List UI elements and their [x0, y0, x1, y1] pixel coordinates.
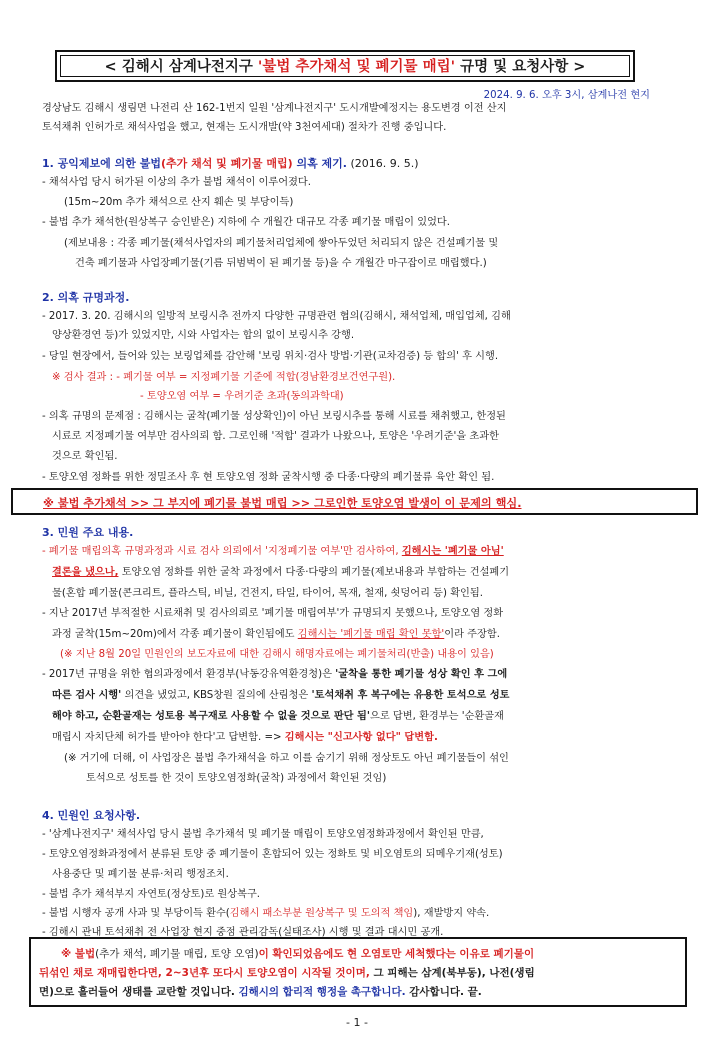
section3-line: 해야 하고, 순환골재는 성토용 복구재로 사용할 수 없을 것으로 판단 됨'으로 답변, 환경부는 '순환골재	[52, 711, 504, 722]
section3-note: 토석으로 성토를 한 것이 토양오염정화(굴착) 과정에서 확인된 것임)	[86, 773, 387, 784]
title-prefix: < 김해시 삼계나전지구	[104, 59, 258, 75]
section2-line: 양상환경연 등)가 있었지만, 시와 사업자는 합의 없이 보링시추 강행.	[52, 330, 355, 341]
core-issue-box	[11, 488, 698, 515]
section2-line: - 2017. 3. 20. 김해시의 일방적 보링시추 전까지 다양한 규명관련 협의(김해시, 채석업체, 매입업체, 김해	[42, 311, 511, 322]
test-result-line: ※ 검사 결과 : - 폐기물 여부 = 지정폐기물 기준에 적합(경남환경보건연구원).	[52, 372, 396, 383]
section2-line: - 토양오염 정화를 위한 정밀조사 후 현 토양오염 정화 굴착시행 중 다종·다량의 폐기물류 육안 확인 됨.	[42, 472, 495, 483]
section3-line: - 폐기물 매립의혹 규명과정과 시료 검사 의뢰에서 '지정폐기물 여부'만 검사하여, 김해시는 '폐기물 아님'	[42, 546, 504, 557]
closing-line: ※ 불법(추가 채석, 폐기물 매립, 토양 오염)이 확인되었음에도 현 오염토만 세척했다는 이유로 폐기물이	[61, 948, 535, 960]
section2-line: 시료로 지정폐기물 여부만 검사의뢰 함. 그로인해 '적합' 결과가 나왔으나, 토양은 '우려기준'을 초과한	[52, 431, 499, 442]
title-highlight: '불법 추가채석 및 폐기물 매립'	[257, 59, 456, 75]
section1-heading: 1. 공익제보에 의한 불법(추가 채석 및 폐기물 매립) 의혹 제기. (2016. 9. 5.)	[42, 157, 419, 170]
closing-box	[29, 937, 687, 1007]
section3-heading: 3. 민원 주요 내용.	[42, 526, 134, 539]
section1-line: - 채석사업 당시 허가된 이상의 추가 불법 채석이 이루어졌다.	[42, 177, 312, 188]
title-suffix: 규명 및 요청사항 >	[455, 59, 586, 75]
section4-heading: 4. 민원인 요청사항.	[42, 809, 141, 822]
closing-line: 뒤섞인 채로 재매립한다면, 2~3년후 또다시 토양오염이 시작될 것이며, 그 피해는 삼계(북부동), 나전(생림	[39, 967, 535, 979]
section1-line: (제보내용 : 각종 폐기물(채석사업자의 폐기물처리업체에 쌓아두었던 처리되지 않은 건설폐기물 및	[64, 238, 499, 249]
section1-line: 건축 폐기물과 사업장폐기물(기름 뒤범벅이 된 폐기물 등)을 수 개월간 마구잡이로 매립했다.)	[75, 258, 487, 269]
section4-line: - 토양오염정화과정에서 분류된 토양 중 폐기물이 혼합되어 있는 정화토 및 비오염토의 되메우기재(성토)	[42, 849, 503, 860]
section3-line: 과정 굴착(15m~20m)에서 각종 폐기물이 확인됨에도 김해시는 '폐기물 매립 확인 못함'이라 주장함.	[52, 629, 500, 640]
section4-line: - '삼계나전지구' 채석사업 당시 불법 추가채석 및 폐기물 매립이 토양오염정화과정에서 확인된 만큼,	[42, 829, 484, 840]
page-number: - 1 -	[346, 1016, 368, 1029]
title-box	[55, 50, 635, 82]
intro-line: 경상남도 김해시 생림면 나전리 산 162-1번지 일원 '삼계나전지구' 도시개발예정지는 용도변경 이전 산지	[42, 103, 507, 114]
section4-line: - 불법 추가 채석부지 자연토(정상토)로 원상복구.	[42, 889, 261, 900]
document-title	[60, 55, 630, 77]
section2-line: 것으로 확인됨.	[52, 451, 118, 462]
section3-line: 결론을 냈으나, 토양오염 정화를 위한 굴착 과정에서 다종·다량의 폐기물(제보내용과 부합하는 건설폐기	[52, 567, 510, 578]
section3-note: (※ 지난 8월 20일 민원인의 보도자료에 대한 김해시 해명자료에는 폐기물처리(반출) 내용이 있음)	[60, 649, 494, 660]
test-result-line: - 토양오염 여부 = 우려기준 초과(동의과학대)	[140, 391, 344, 402]
date-line: 2024. 9. 6. 오후 3시, 삼계나전 현지	[483, 90, 650, 101]
closing-line: 면)으로 흘러들어 생태를 교란할 것입니다. 김해시의 합리적 행정을 촉구합니다. 감사합니다. 끝.	[39, 986, 482, 998]
section1-line: - 불법 추가 채석한(원상복구 승인받은) 지하에 수 개월간 대규모 각종 폐기물 매립이 있었다.	[42, 217, 450, 228]
section4-line: - 김해시 관내 토석채취 전 사업장 현지 중점 관리감독(실태조사) 시행 및 결과 대시민 공개.	[42, 927, 444, 938]
section3-line: 매립시 자치단체 허가를 받아야 한다'고 답변함. => 김해시는 "신고사항 없다" 답변함.	[52, 732, 438, 743]
intro-line: 토석채취 인허가로 채석사업을 했고, 현재는 도시개발(약 3천여세대) 절차가 진행 중입니다.	[42, 122, 447, 133]
section2-line: - 의혹 규명의 문제점 : 김해시는 굴착(폐기물 성상확인)이 아닌 보링시추를 통해 시료를 채취했고, 한정된	[42, 411, 506, 422]
section3-line: - 지난 2017년 부적절한 시료채취 및 검사의뢰로 '폐기물 매립여부'가 규명되지 못했으나, 토양오염 정화	[42, 608, 504, 619]
section3-line: 따른 검사 시행' 의견을 냈었고, KBS창원 질의에 산림청은 '토석채취 후 복구에는 유용한 토석으로 성토	[52, 690, 510, 701]
section3-note: (※ 거기에 더해, 이 사업장은 불법 추가채석을 하고 이를 숨기기 위해 정상토도 아닌 폐기물들이 섞인	[64, 753, 509, 764]
section3-line: - 2017년 규명을 위한 협의과정에서 환경부(낙동강유역환경청)은 '굴착을 통한 폐기물 성상 확인 후 그에	[42, 669, 508, 680]
core-issue-text: ※ 불법 추가채석 >> 그 부지에 폐기물 불법 매립 >> 그로인한 토양오염 발생이 이 문제의 핵심.	[43, 497, 522, 510]
section1-line: (15m~20m 추가 채석으로 산지 훼손 및 부당이득)	[64, 197, 294, 208]
section2-line: - 당일 현장에서, 들어와 있는 보링업체를 감안해 '보링 위치·검사 방법·기관(교차검증) 등 합의' 후 시행.	[42, 351, 499, 362]
section4-line: - 불법 시행자 공개 사과 및 부당이득 환수(김해시 패소부분 원상복구 및 도의적 책임), 재발방지 약속.	[42, 908, 490, 919]
section2-heading: 2. 의혹 규명과정.	[42, 291, 130, 304]
section3-line: 물(혼합 폐기물(콘크리트, 플라스틱, 비닐, 건전지, 타일, 타이어, 목재, 철재, 쇳덩어리 등) 확인됨.	[52, 588, 483, 599]
section4-line: 사용중단 및 폐기물 분류·처리 행정조치.	[52, 869, 229, 880]
